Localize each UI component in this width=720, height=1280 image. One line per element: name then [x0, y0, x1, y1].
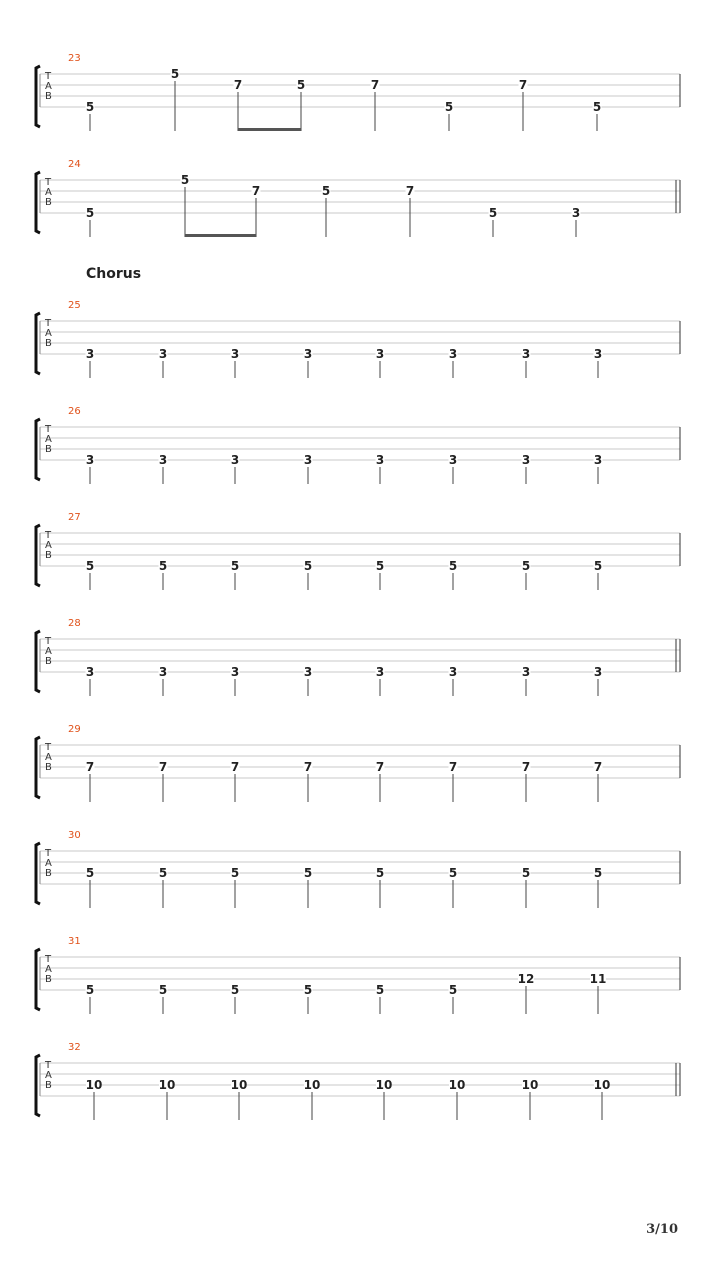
system-bracket — [36, 313, 40, 374]
fret-number: 5 — [592, 100, 602, 114]
system-bracket — [36, 843, 40, 904]
fret-number: 5 — [158, 559, 168, 573]
tab-clef-letter: T — [45, 848, 52, 859]
fret-number: 5 — [85, 983, 95, 997]
fret-number: 5 — [230, 983, 240, 997]
tab-clef-letter: B — [45, 762, 52, 773]
fret-number: 3 — [448, 665, 458, 679]
system-bracket — [36, 631, 40, 692]
measure-number: 23 — [68, 53, 81, 64]
fret-number: 3 — [85, 453, 95, 467]
fret-number: 7 — [251, 184, 261, 198]
fret-number: 7 — [370, 78, 380, 92]
tab-clef-letter: B — [45, 1080, 52, 1091]
tab-clef-letter: A — [45, 434, 52, 445]
fret-number: 5 — [321, 184, 331, 198]
fret-number: 7 — [521, 760, 531, 774]
fret-number: 3 — [593, 453, 603, 467]
tab-clef-letter: A — [45, 81, 52, 92]
fret-number: 5 — [488, 206, 498, 220]
tab-clef-letter: A — [45, 187, 52, 198]
fret-number: 5 — [158, 983, 168, 997]
measure-number: 31 — [68, 936, 81, 947]
tab-clef-letter: A — [45, 752, 52, 763]
fret-number: 5 — [230, 866, 240, 880]
measure-number: 27 — [68, 512, 81, 523]
fret-number: 5 — [448, 983, 458, 997]
fret-number: 5 — [444, 100, 454, 114]
measure-number: 26 — [68, 406, 81, 417]
tab-system — [36, 53, 680, 131]
fret-number: 5 — [303, 866, 313, 880]
tab-system — [36, 406, 680, 484]
fret-number: 7 — [405, 184, 415, 198]
page-number: 3/10 — [646, 1222, 678, 1237]
tab-clef-letter: T — [45, 636, 52, 647]
measure-number: 28 — [68, 618, 81, 629]
fret-number: 3 — [448, 453, 458, 467]
fret-number: 7 — [518, 78, 528, 92]
fret-number: 5 — [303, 983, 313, 997]
fret-number: 3 — [158, 665, 168, 679]
fret-number: 3 — [521, 453, 531, 467]
fret-number: 10 — [303, 1078, 321, 1092]
fret-number: 3 — [230, 665, 240, 679]
fret-number: 5 — [180, 173, 190, 187]
fret-number: 12 — [517, 972, 535, 986]
tab-clef-letter: T — [45, 954, 52, 965]
system-bracket — [36, 419, 40, 480]
fret-number: 7 — [230, 760, 240, 774]
fret-number: 3 — [303, 665, 313, 679]
fret-number: 5 — [85, 100, 95, 114]
tab-clef-letter: A — [45, 858, 52, 869]
tab-clef-letter: T — [45, 530, 52, 541]
tab-clef-letter: T — [45, 424, 52, 435]
system-bracket — [36, 172, 40, 233]
tab-clef-letter: T — [45, 71, 52, 82]
system-bracket — [36, 525, 40, 586]
fret-number: 3 — [593, 347, 603, 361]
fret-number: 3 — [375, 665, 385, 679]
measure-number: 32 — [68, 1042, 81, 1053]
fret-number: 10 — [448, 1078, 466, 1092]
fret-number: 11 — [589, 972, 607, 986]
fret-number: 5 — [521, 559, 531, 573]
measure-number: 29 — [68, 724, 81, 735]
system-bracket — [36, 737, 40, 798]
fret-number: 5 — [448, 866, 458, 880]
fret-number: 5 — [593, 559, 603, 573]
fret-number: 10 — [85, 1078, 103, 1092]
fret-number: 7 — [158, 760, 168, 774]
tab-system — [36, 512, 680, 590]
tab-system — [36, 830, 680, 908]
tab-clef-letter: B — [45, 197, 52, 208]
fret-number: 3 — [593, 665, 603, 679]
fret-number: 3 — [375, 347, 385, 361]
tab-clef-letter: B — [45, 868, 52, 879]
tab-clef-letter: A — [45, 964, 52, 975]
fret-number: 7 — [85, 760, 95, 774]
fret-number: 7 — [593, 760, 603, 774]
measure-number: 24 — [68, 159, 81, 170]
tab-clef-letter: A — [45, 328, 52, 339]
fret-number: 3 — [85, 665, 95, 679]
fret-number: 10 — [375, 1078, 393, 1092]
tab-clef-letter: A — [45, 540, 52, 551]
tab-system — [36, 300, 680, 378]
fret-number: 10 — [230, 1078, 248, 1092]
system-bracket — [36, 66, 40, 127]
tab-clef-letter: A — [45, 1070, 52, 1081]
fret-number: 3 — [571, 206, 581, 220]
fret-number: 10 — [521, 1078, 539, 1092]
fret-number: 5 — [296, 78, 306, 92]
tab-system — [36, 724, 680, 802]
fret-number: 3 — [158, 453, 168, 467]
tab-clef-letter: A — [45, 646, 52, 657]
section-label: Chorus — [86, 266, 142, 282]
fret-number: 3 — [521, 347, 531, 361]
tab-system — [36, 159, 680, 237]
tab-clef-letter: B — [45, 444, 52, 455]
tab-clef-letter: B — [45, 91, 52, 102]
fret-number: 7 — [303, 760, 313, 774]
fret-number: 3 — [230, 347, 240, 361]
tab-system — [36, 936, 680, 1014]
fret-number: 10 — [593, 1078, 611, 1092]
tab-system — [36, 618, 680, 696]
fret-number: 5 — [375, 983, 385, 997]
fret-number: 5 — [85, 206, 95, 220]
system-bracket — [36, 1055, 40, 1116]
tab-clef-letter: B — [45, 974, 52, 985]
fret-number: 7 — [233, 78, 243, 92]
fret-number: 5 — [230, 559, 240, 573]
note-beam — [238, 128, 301, 131]
tab-clef-letter: B — [45, 338, 52, 349]
fret-number: 3 — [448, 347, 458, 361]
tab-clef-letter: T — [45, 742, 52, 753]
fret-number: 7 — [375, 760, 385, 774]
fret-number: 5 — [593, 866, 603, 880]
tab-clef-letter: B — [45, 656, 52, 667]
fret-number: 5 — [158, 866, 168, 880]
fret-number: 3 — [521, 665, 531, 679]
measure-number: 30 — [68, 830, 81, 841]
tab-clef-letter: T — [45, 1060, 52, 1071]
fret-number: 3 — [375, 453, 385, 467]
fret-number: 10 — [158, 1078, 176, 1092]
measure-number: 25 — [68, 300, 81, 311]
fret-number: 7 — [448, 760, 458, 774]
fret-number: 3 — [158, 347, 168, 361]
fret-number: 5 — [303, 559, 313, 573]
fret-number: 5 — [85, 559, 95, 573]
fret-number: 3 — [303, 347, 313, 361]
tab-system — [36, 1042, 680, 1120]
fret-number: 5 — [85, 866, 95, 880]
note-beam — [185, 234, 256, 237]
system-bracket — [36, 949, 40, 1010]
fret-number: 5 — [170, 67, 180, 81]
tab-clef-letter: T — [45, 318, 52, 329]
tab-clef-letter: B — [45, 550, 52, 561]
fret-number: 3 — [85, 347, 95, 361]
fret-number: 5 — [375, 559, 385, 573]
fret-number: 5 — [375, 866, 385, 880]
fret-number: 3 — [303, 453, 313, 467]
fret-number: 5 — [521, 866, 531, 880]
fret-number: 3 — [230, 453, 240, 467]
tab-clef-letter: T — [45, 177, 52, 188]
fret-number: 5 — [448, 559, 458, 573]
